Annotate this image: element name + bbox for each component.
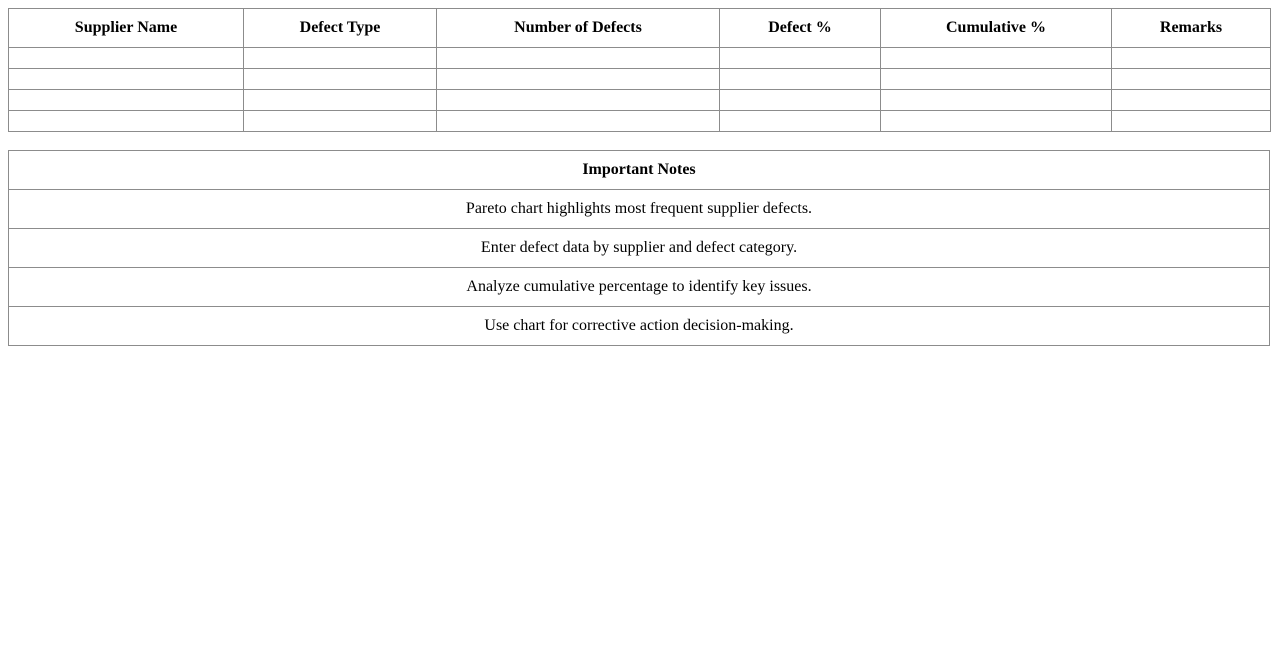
table-cell[interactable] xyxy=(437,48,720,69)
header-row xyxy=(9,9,1271,48)
table-cell[interactable] xyxy=(720,48,881,69)
table-cell[interactable] xyxy=(437,90,720,111)
table-cell[interactable] xyxy=(9,90,244,111)
column-header-defect-percent: Defect % xyxy=(720,9,881,48)
table-row xyxy=(9,111,1271,132)
table-row xyxy=(9,90,1271,111)
table-cell[interactable] xyxy=(881,111,1112,132)
note-row xyxy=(9,190,1270,229)
table-cell[interactable] xyxy=(244,111,437,132)
table-cell[interactable] xyxy=(881,48,1112,69)
table-cell[interactable] xyxy=(881,90,1112,111)
table-cell[interactable] xyxy=(244,90,437,111)
notes-table xyxy=(8,150,1270,346)
table-cell[interactable] xyxy=(9,48,244,69)
column-header-number-of-defects: Number of Defects xyxy=(437,9,720,48)
table-cell[interactable] xyxy=(437,69,720,90)
note-row xyxy=(9,307,1270,346)
note-item: Enter defect data by supplier and defect category. xyxy=(9,229,1270,268)
table-cell[interactable] xyxy=(437,111,720,132)
table-cell[interactable] xyxy=(720,111,881,132)
note-row xyxy=(9,268,1270,307)
note-row xyxy=(9,229,1270,268)
table-cell[interactable] xyxy=(9,111,244,132)
table-cell[interactable] xyxy=(881,69,1112,90)
table-cell[interactable] xyxy=(720,69,881,90)
note-item: Pareto chart highlights most frequent supplier defects. xyxy=(9,190,1270,229)
table-row xyxy=(9,69,1271,90)
table-cell[interactable] xyxy=(244,48,437,69)
notes-header-row xyxy=(9,151,1270,190)
table-row xyxy=(9,48,1271,69)
table-cell[interactable] xyxy=(1112,90,1271,111)
note-item: Use chart for corrective action decision-making. xyxy=(9,307,1270,346)
column-header-cumulative-percent: Cumulative % xyxy=(881,9,1112,48)
column-header-supplier-name: Supplier Name xyxy=(9,9,244,48)
table-cell[interactable] xyxy=(9,69,244,90)
table-cell[interactable] xyxy=(1112,48,1271,69)
table-cell[interactable] xyxy=(720,90,881,111)
defect-table xyxy=(8,8,1271,132)
table-cell[interactable] xyxy=(244,69,437,90)
notes-title: Important Notes xyxy=(9,151,1270,190)
table-cell[interactable] xyxy=(1112,69,1271,90)
column-header-defect-type: Defect Type xyxy=(244,9,437,48)
note-item: Analyze cumulative percentage to identify key issues. xyxy=(9,268,1270,307)
table-cell[interactable] xyxy=(1112,111,1271,132)
column-header-remarks: Remarks xyxy=(1112,9,1271,48)
